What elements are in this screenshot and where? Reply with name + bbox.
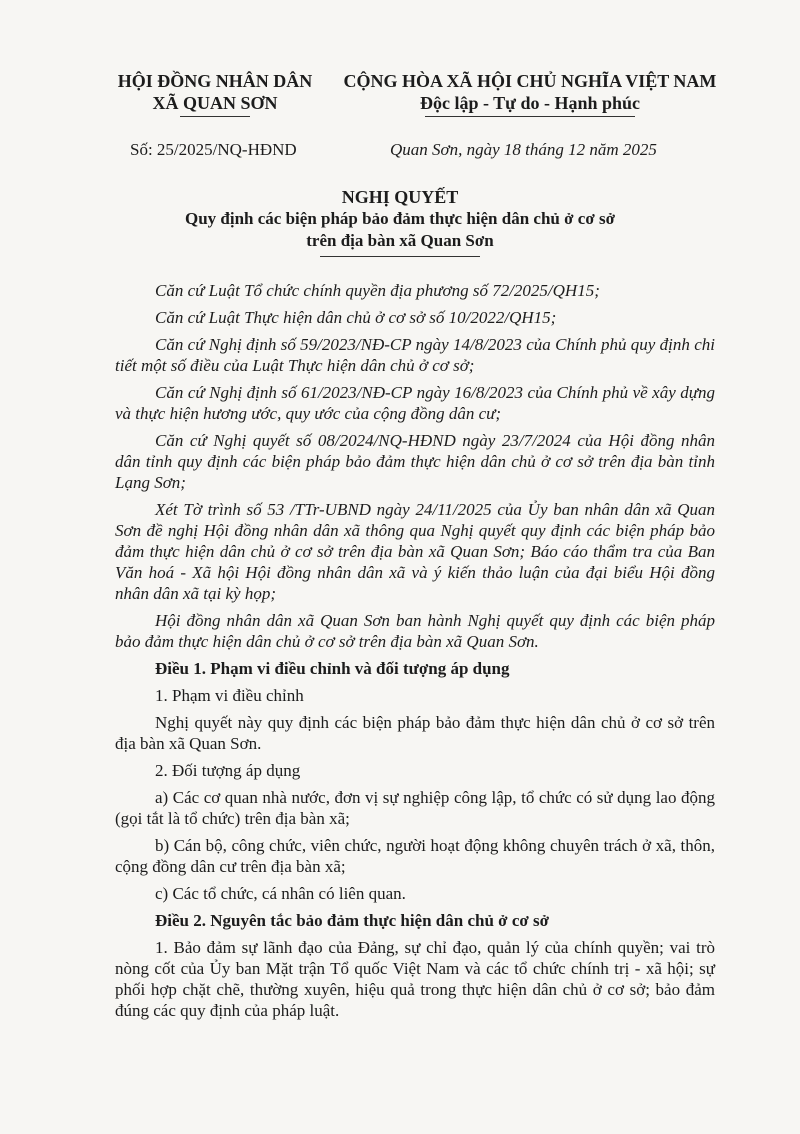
document-subject-line1: Quy định các biện pháp bảo đảm thực hiện dân chủ ở cơ sở [184, 209, 616, 228]
article-1-clause-2-title: 2. Đối tượng áp dụng [155, 761, 301, 780]
preamble-item: Căn cứ Nghị định số 59/2023/NĐ-CP ngày 14/8/2023 của Chính phủ quy định chi tiết một số điều của Luật Thực hiện dân chủ ở cơ sở; [115, 335, 715, 375]
preamble-item: Căn cứ Luật Thực hiện dân chủ ở cơ sở số 10/2022/QH15; [155, 308, 557, 327]
preamble-item: Căn cứ Nghị quyết số 08/2024/NQ-HĐND ngày 23/7/2024 của Hội đồng nhân dân tỉnh quy định các biện pháp bảo đảm thực hiện dân chủ ở cơ sở trên địa bàn tỉnh Lạng Sơn; [115, 431, 715, 492]
article-1-heading: Điều 1. Phạm vi điều chỉnh và đối tượng áp dụng [155, 659, 510, 678]
agency-commune: XÃ QUAN SƠN [152, 93, 278, 113]
motto-underline [425, 116, 635, 117]
agency-name: HỘI ĐỒNG NHÂN DÂN [117, 71, 313, 91]
issuing-agency [115, 70, 315, 114]
article-2-clause-1: 1. Bảo đảm sự lãnh đạo của Đảng, sự chỉ đạo, quản lý của chính quyền; vai trò nòng cốt của Ủy ban Mặt trận Tổ quốc Việt Nam và các tổ chức chính trị - xã hội; sự phối hợp chặt chẽ, thường xuyên, hiệu quả trong thực hiện dân chủ ở cơ sở; bảo đảm đúng các quy định của pháp luật. [115, 938, 715, 1020]
article-1-clause-2-b: b) Cán bộ, công chức, viên chức, người hoạt động không chuyên trách ở xã, thôn, cộng đồng dân cư trên địa bàn xã; [115, 836, 715, 876]
article-2-heading: Điều 2. Nguyên tắc bảo đảm thực hiện dân chủ ở cơ sở [155, 911, 550, 930]
nation-name: CỘNG HÒA XÃ HỘI CHỦ NGHĨA VIỆT NAM [343, 71, 717, 91]
document-subject-line2: trên địa bàn xã Quan Sơn [306, 231, 494, 250]
nation-motto: Độc lập - Tự do - Hạnh phúc [419, 93, 641, 113]
article-1-clause-1-title: 1. Phạm vi điều chỉnh [155, 686, 304, 705]
preamble-item: Căn cứ Nghị định số 61/2023/NĐ-CP ngày 16/8/2023 của Chính phủ về xây dựng và thực hiện hương ước, quy ước của cộng đồng dân cư; [115, 383, 715, 423]
document-title [0, 186, 800, 252]
article-1-clause-2-c: c) Các tổ chức, cá nhân có liên quan. [155, 884, 406, 903]
document-body [115, 280, 715, 1027]
national-title [335, 70, 725, 114]
document-type: NGHỊ QUYẾT [341, 187, 459, 207]
title-underline [320, 256, 480, 257]
preamble-item: Hội đồng nhân dân xã Quan Sơn ban hành Nghị quyết quy định các biện pháp bảo đảm thực hiện dân chủ ở cơ sở trên địa bàn xã Quan Sơn. [115, 611, 715, 651]
document-number: Số: 25/2025/NQ-HĐND [130, 140, 297, 159]
preamble-item: Căn cứ Luật Tổ chức chính quyền địa phương số 72/2025/QH15; [155, 281, 600, 300]
article-1-clause-1-text: Nghị quyết này quy định các biện pháp bảo đảm thực hiện dân chủ ở cơ sở trên địa bàn xã Quan Sơn. [115, 713, 715, 753]
agency-underline [180, 116, 250, 117]
article-1-clause-2-a: a) Các cơ quan nhà nước, đơn vị sự nghiệp công lập, tổ chức có sử dụng lao động (gọi tắt là tổ chức) trên địa bàn xã; [115, 788, 715, 828]
preamble-item: Xét Tờ trình số 53 /TTr-UBND ngày 24/11/2025 của Ủy ban nhân dân xã Quan Sơn đề nghị Hội đồng nhân dân xã thông qua Nghị quyết quy định các biện pháp bảo đảm thực hiện dân chủ ở cơ sở trên địa bàn xã Quan Sơn; Báo cáo thẩm tra của Ban Văn hoá - Xã hội Hội đồng nhân dân xã và ý kiến thảo luận của đại biểu Hội đồng nhân dân xã tại kỳ họp; [115, 500, 715, 603]
place-date: Quan Sơn, ngày 18 tháng 12 năm 2025 [390, 140, 657, 159]
